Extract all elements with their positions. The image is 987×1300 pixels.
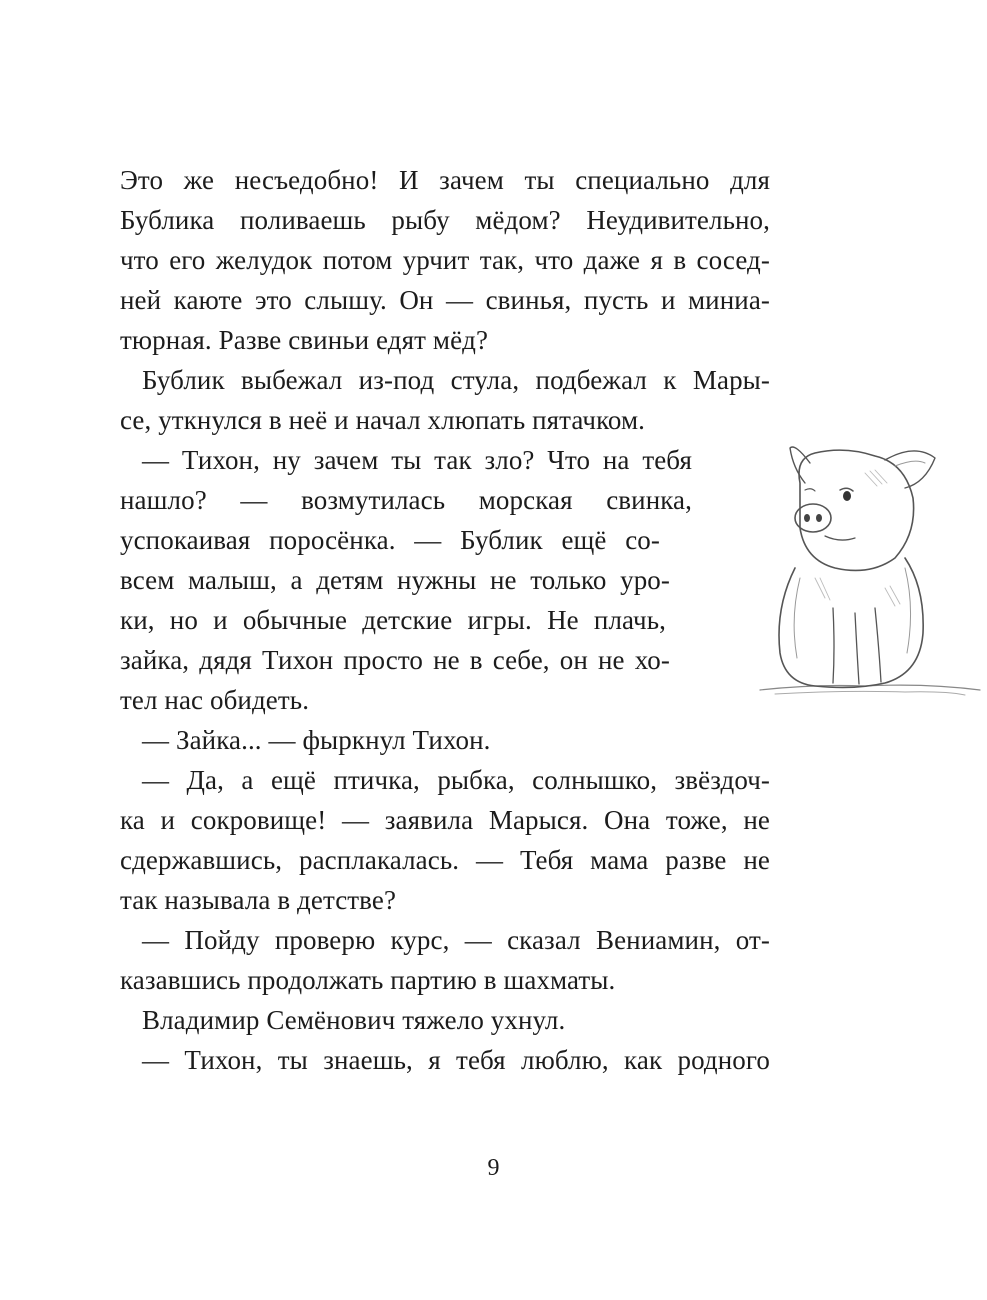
text-line: Владимир Семёнович тяжело ухнул. bbox=[142, 1005, 566, 1035]
text-line: Бублика поливаешь рыбу мёдом? Неудивительно, bbox=[120, 205, 770, 235]
text-line: — Зайка... — фыркнул Тихон. bbox=[142, 725, 491, 755]
piglet-sketch-illustration bbox=[755, 428, 987, 718]
text-line: ней каюте это слышу. Он — свинья, пусть и миниа- bbox=[120, 285, 770, 315]
text-line: — Тихон, ты знаешь, я тебя люблю, как родного bbox=[142, 1045, 770, 1075]
text-line: — Пойду проверю курс, — сказал Вениамин, от- bbox=[142, 925, 770, 955]
text-line: сдержавшись, расплакалась. — Тебя мама разве не bbox=[120, 845, 770, 875]
text-line: успокаивая поросёнка. — Бублик ещё со- bbox=[120, 525, 660, 555]
text-line: ка и сокровище! — заявила Марыся. Она тоже, не bbox=[120, 805, 770, 835]
text-line: Бублик выбежал из-под стула, подбежал к Мары- bbox=[142, 365, 770, 395]
page-number: 9 bbox=[487, 1155, 500, 1181]
text-line: се, уткнулся в неё и начал хлюпать пятачком. bbox=[120, 405, 646, 435]
text-line: тюрная. Разве свиньи едят мёд? bbox=[120, 325, 489, 355]
text-line: тел нас обидеть. bbox=[120, 685, 310, 715]
text-line: казавшись продолжать партию в шахматы. bbox=[120, 965, 616, 995]
text-line: — Да, а ещё птичка, рыбка, солнышко, звёздоч- bbox=[142, 765, 770, 795]
text-line: что его желудок потом урчит так, что даже я в сосед- bbox=[120, 245, 770, 275]
text-line: Это же несъедобно! И зачем ты специально для bbox=[120, 165, 770, 195]
text-line: ки, но и обычные детские игры. Не плачь, bbox=[120, 605, 666, 635]
text-line: всем малыш, а детям нужны не только уро- bbox=[120, 565, 670, 595]
text-line: зайка, дядя Тихон просто не в себе, он не хо- bbox=[120, 645, 670, 675]
text-line: нашло? — возмутилась морская свинка, bbox=[120, 485, 692, 515]
text-line: — Тихон, ну зачем ты так зло? Что на тебя bbox=[142, 445, 692, 475]
text-line: так называла в детстве? bbox=[120, 885, 397, 915]
